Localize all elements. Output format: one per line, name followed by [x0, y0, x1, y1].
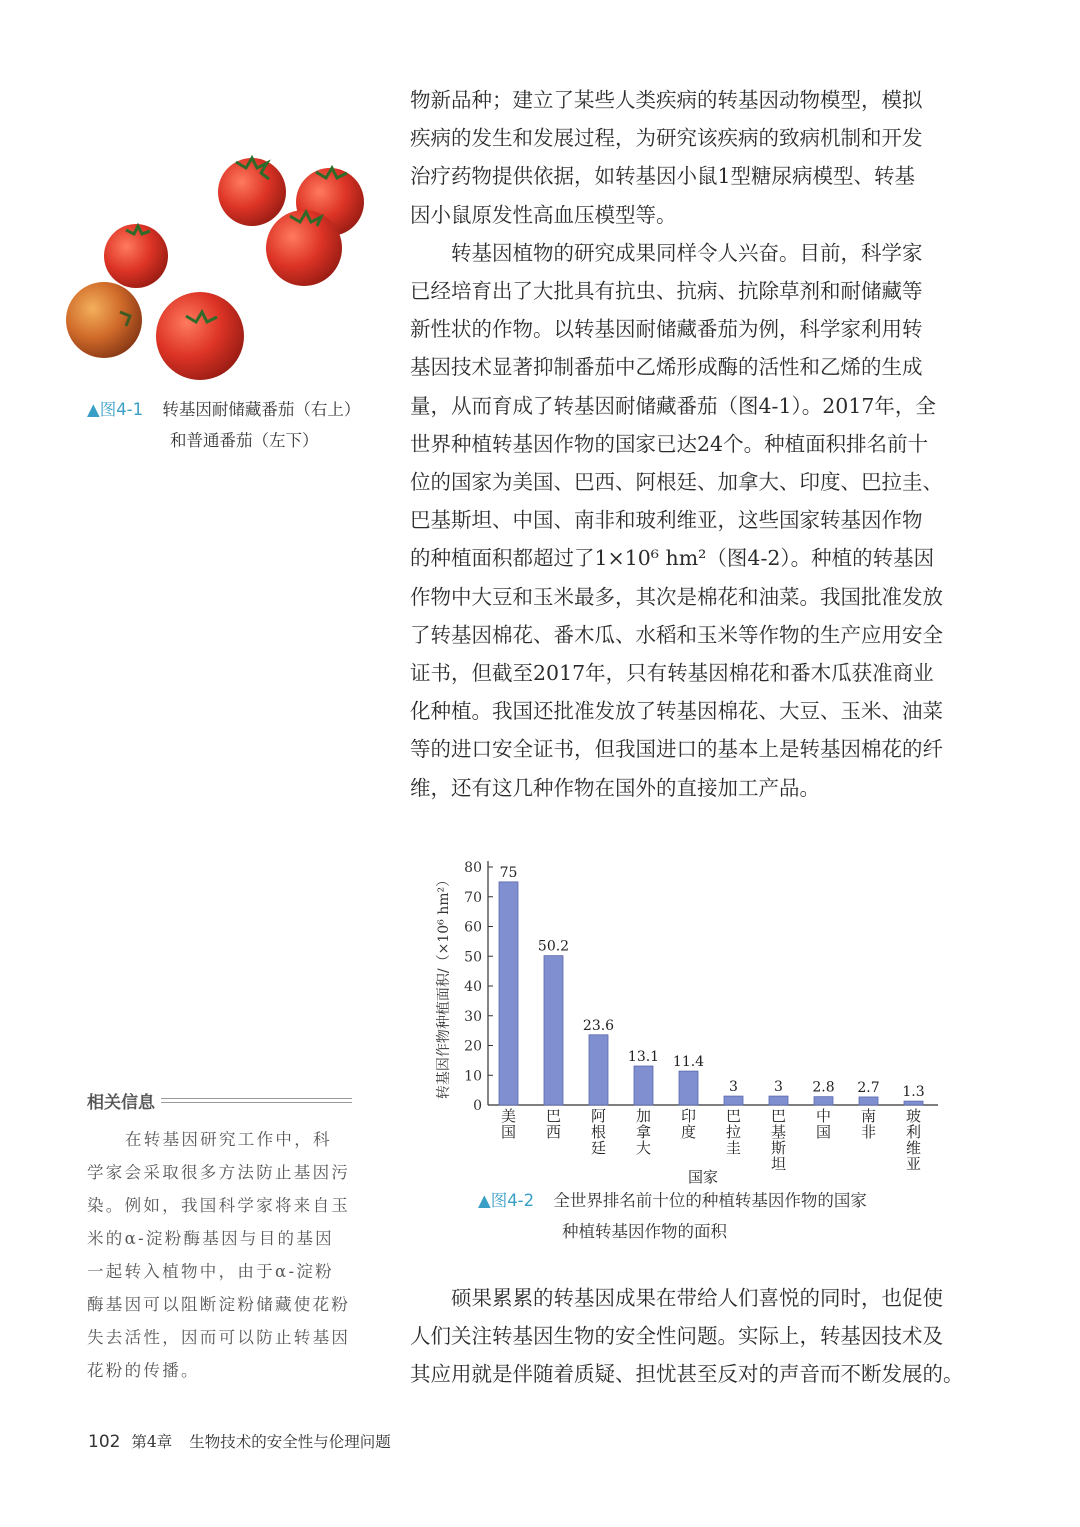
bar: [814, 1097, 833, 1105]
text-line: 了转基因棉花、番木瓜、水稻和玉米等作物的生产应用安全: [410, 622, 943, 647]
transgenic-tomato-1: [218, 158, 286, 226]
category-label: 巴拉圭: [725, 1107, 742, 1157]
category-label: 玻利维亚: [905, 1107, 922, 1173]
bar-value-label: 75: [499, 864, 518, 881]
related-info-box: [87, 1088, 352, 1387]
bar-value-label: 1.3: [902, 1084, 925, 1101]
main-text: [410, 81, 970, 807]
figure-4-1-label: ▲图4-1: [87, 400, 144, 419]
text-line: 治疗药物提供依据，如转基因小鼠1型糖尿病模型、转基: [410, 164, 916, 189]
category-label: 中国: [815, 1107, 832, 1141]
y-tick-label: 10: [464, 1068, 482, 1085]
chapter-title: 生物技术的安全性与伦理问题: [189, 1433, 391, 1451]
related-info-body: [87, 1123, 352, 1387]
figure-4-2-caption-line2: 种植转基因作物的面积: [562, 1222, 727, 1241]
category-label: 印度: [680, 1107, 697, 1141]
bar-value-label: 3: [729, 1079, 738, 1096]
text-line: 巴基斯坦、中国、南非和玻利维亚，这些国家转基因作物: [410, 508, 923, 533]
text-line: 等的进口安全证书，但我国进口的基本上是转基因棉花的纤: [410, 737, 943, 762]
figure-4-1-caption-line1: 转基因耐储藏番茄（右上）: [162, 400, 361, 419]
closing-paragraph: [410, 1279, 970, 1394]
tomato-photo: [60, 140, 380, 400]
bar: [769, 1096, 788, 1105]
sidebar-line: 学家会采取很多方法防止基因污: [87, 1163, 351, 1182]
y-tick-label: 50: [464, 949, 482, 966]
category-label: 加拿大: [635, 1107, 652, 1157]
y-tick-label: 20: [464, 1038, 482, 1055]
text-line: 作物中大豆和玉米最多，其次是棉花和油菜。我国批准发放: [410, 584, 943, 609]
text-line: 转基因植物的研究成果同样令人兴奋。目前，科学家: [451, 240, 923, 265]
text-line: 已经培育出了大批具有抗虫、抗病、抗除草剂和耐储藏等: [410, 279, 923, 304]
text-line: 因小鼠原发性高血压模型等。: [410, 202, 677, 227]
sidebar-line: 失去活性，因而可以防止转基因: [87, 1328, 351, 1347]
text-line: 化种植。我国还批准发放了转基因棉花、大豆、玉米、油菜: [410, 699, 943, 724]
related-info-title: 相关信息: [87, 1093, 155, 1113]
page-footer: [88, 1430, 391, 1452]
text-line: 维，还有这几种作物在国外的直接加工产品。: [410, 775, 820, 800]
bar-value-label: 23.6: [582, 1017, 615, 1034]
y-tick-label: 30: [464, 1008, 482, 1025]
bar: [904, 1101, 923, 1105]
bar-value-label: 50.2: [537, 938, 570, 955]
y-axis-title: 转基因作物种植面积/（×10⁶ hm²）: [436, 872, 452, 1100]
text-line: 硕果累累的转基因成果在带给人们喜悦的同时，也促使: [451, 1286, 943, 1310]
bar-value-label: 3: [774, 1079, 783, 1096]
bar-value-label: 2.8: [812, 1079, 835, 1096]
bar: [589, 1035, 608, 1105]
text-line: 世界种植转基因作物的国家已达24个。种植面积排名前十: [410, 431, 929, 456]
y-tick-label: 80: [464, 860, 482, 876]
sidebar-line: 一起转入植物中，由于α-淀粉: [87, 1262, 334, 1281]
bar-value-label: 2.7: [857, 1079, 880, 1096]
chapter-number: 第4章: [131, 1433, 173, 1451]
sidebar-line: 酶基因可以阻断淀粉储藏使花粉: [87, 1295, 351, 1314]
figure-4-1-caption-line2: 和普通番茄（左下）: [170, 431, 319, 450]
text-line: 量，从而育成了转基因耐储藏番茄（图4-1）。2017年，全: [410, 393, 936, 418]
bar-value-label: 11.4: [672, 1054, 705, 1071]
sidebar-line: 在转基因研究工作中，科: [125, 1130, 332, 1149]
text-line: 新性状的作物。以转基因耐储藏番茄为例，科学家利用转: [410, 317, 923, 342]
y-tick-label: 40: [464, 979, 482, 995]
y-tick-label: 0: [473, 1098, 482, 1114]
sidebar-line: 米的α-淀粉酶基因与目的基因: [87, 1229, 334, 1248]
x-axis-title: 国家: [687, 1168, 719, 1185]
bar-chart: [420, 845, 960, 1185]
category-label: 阿根廷: [590, 1107, 607, 1157]
bar: [724, 1096, 743, 1105]
text-line: 物新品种；建立了某些人类疾病的转基因动物模型，模拟: [410, 88, 923, 112]
page-number: 102: [88, 1432, 121, 1452]
ordinary-tomato-2: [66, 282, 142, 358]
figure-4-2-caption: [478, 1185, 867, 1247]
text-line: 人们关注转基因生物的安全性问题。实际上，转基因技术及: [410, 1324, 943, 1349]
bar: [499, 882, 518, 1105]
text-line: 位的国家为美国、巴西、阿根廷、加拿大、印度、巴拉圭、: [410, 470, 943, 495]
category-label: 巴西: [545, 1107, 562, 1141]
bar: [859, 1097, 878, 1105]
text-line: 的种植面积都超过了1×10⁶ hm²（图4-2）。种植的转基因: [410, 546, 935, 571]
sidebar-line: 染。例如，我国科学家将来自玉: [87, 1196, 351, 1215]
figure-4-2-caption-line1: 全世界排名前十位的种植转基因作物的国家: [553, 1191, 867, 1210]
figure-4-1-caption: [87, 394, 360, 456]
text-line: 证书，但截至2017年，只有转基因棉花和番木瓜获准商业: [410, 661, 934, 686]
bar: [634, 1066, 653, 1105]
bar-value-label: 13.1: [627, 1049, 660, 1066]
bar: [544, 956, 563, 1105]
bar: [679, 1071, 698, 1105]
text-line: 基因技术显著抑制番茄中乙烯形成酶的活性和乙烯的生成: [410, 355, 923, 380]
figure-4-2-label: ▲图4-2: [478, 1191, 535, 1210]
title-rule: [161, 1098, 352, 1103]
category-label: 南非: [860, 1107, 877, 1141]
transgenic-tomato-3: [266, 210, 342, 286]
sidebar-line: 花粉的传播。: [87, 1361, 200, 1380]
y-tick-label: 60: [464, 919, 482, 936]
text-line: 其应用就是伴随着质疑、担忧甚至反对的声音而不断发展的。: [410, 1362, 964, 1387]
category-label: 美国: [500, 1107, 517, 1141]
category-label: 巴基斯坦: [770, 1107, 787, 1173]
text-line: 疾病的发生和发展过程，为研究该疾病的致病机制和开发: [410, 126, 923, 151]
ordinary-tomato-1: [104, 224, 168, 288]
ordinary-tomato-3: [156, 292, 244, 380]
y-tick-label: 70: [464, 889, 482, 906]
